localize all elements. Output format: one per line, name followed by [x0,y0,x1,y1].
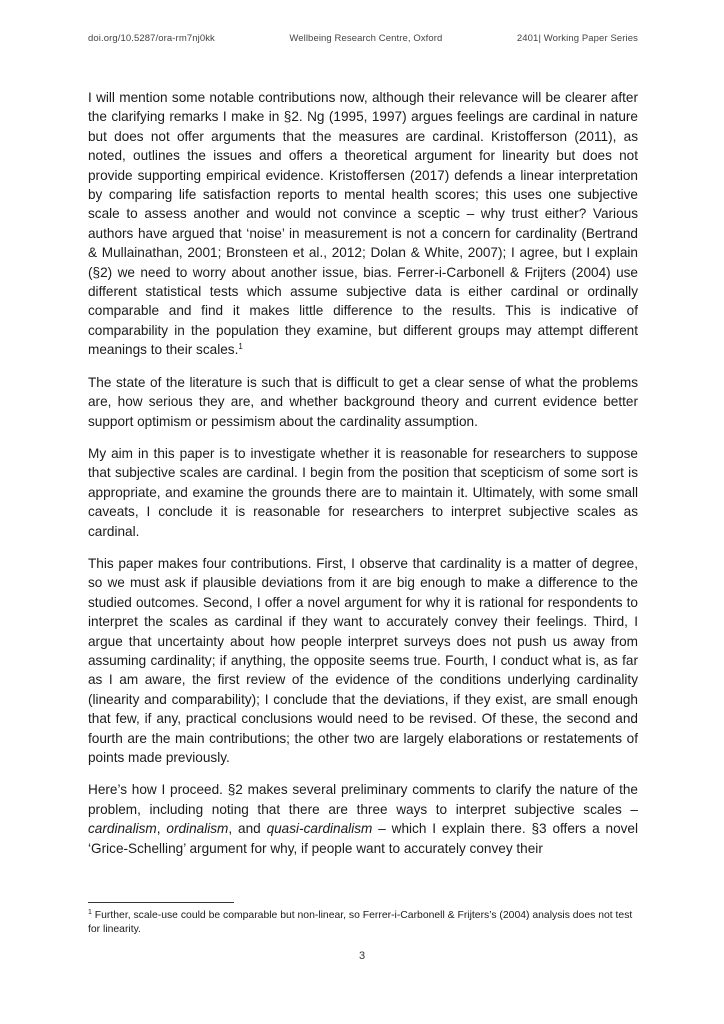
body-text [88,88,638,871]
running-header [88,33,638,44]
paragraph-5-text-a: Here’s how I proceed. §2 makes several preliminary comments to clarify the nature of the problem, including noting that there are three ways to interpret subjective scales – [88,782,638,817]
term-ordinalism: ordinalism [166,821,229,837]
term-cardinalism: cardinalism [88,821,157,837]
paragraph-2: The state of the literature is such that is difficult to get a clear sense of what the problems are, how serious they are, and whether background theory and current evidence better support optimism or pessimism about the cardinality assumption. [88,374,638,429]
page-number: 3 [358,950,366,962]
footnote-marker: 1 [88,909,92,916]
header-doi: doi.org/10.5287/ora-rm7nj0kk [88,33,215,44]
footnote-divider [88,902,234,903]
footnote [88,909,638,937]
header-series: 2401| Working Paper Series [516,33,638,44]
separator-2: , and [228,821,267,837]
paragraph-1 [88,88,638,360]
paragraph-3: My aim in this paper is to investigate whether it is reasonable for researchers to suppose that subjective scales are cardinal. I begin from the position that scepticism of some sort is appropriate, and examine the grounds there are to maintain it. Ultimately, with some small caveats, I conclude it is reasonable for researchers to interpret subjective scales as cardinal. [88,445,638,539]
term-quasi-cardinalism: quasi-cardinalism [266,821,373,837]
footnote-reference: 1 [238,342,243,352]
paragraph-4: This paper makes four contributions. First, I observe that cardinality is a matter of degree, so we must ask if plausible deviations from it are big enough to make a difference to the studied outcomes. Second, I offer a novel argument for why it is rational for respondents to interpret the scales as cardinal if they want to accurately convey their feelings. Third, I argue that uncertainty about how people interpret surveys does not push us away from assuming cardinality; if anything, the opposite seems true. Fourth, I conduct what is, as far as I am aware, the first review of the evidence of the conditions underlying cardinality (linearity and comparability); I conclude that the deviations, if they exist, are small enough that few, if any, practical conclusions would need to be revised. Of these, the second and fourth are the main contributions; the other two are largely elaborations or restatements of points made previously. [88,555,638,765]
separator-1: , [156,821,167,837]
paragraph-5-text-b: – which I explain there. §3 offers a novel ‘Grice-Schelling’ argument for why, if people want to accurately convey their [88,821,639,856]
footnote-text: Further, scale-use could be comparable but non-linear, so Ferrer-i-Carbonell & Frijters’s (2004) analysis does not test for linearity. [88,910,633,935]
paragraph-5 [88,780,638,858]
header-centre: Wellbeing Research Centre, Oxford [289,33,443,44]
paragraph-1-text: I will mention some notable contributions now, although their relevance will be clearer after the clarifying remarks I make in §2. Ng (1995, 1997) argues feelings are cardinal in nature but does not offer arguments that the measures are cardinal. Kristofferson (2011), as noted, outlines the issues and offers a theoretical argument for linearity but does not provide supporting empirical evidence. Kristoffersen (2017) defends a linear interpretation by comparing life satisfaction reports to mental health scores; this uses one subjective scale to assess another and would not convince a sceptic – why trust either? Various authors have argued that ‘noise’ in measurement is not a concern for cardinality (Bertrand & Mullainathan, 2001; Bronsteen et al., 2012; Dolan & White, 2007); I agree, but I explain (§2) we need to worry about another issue, bias. Ferrer-i-Carbonell & Frijters (2004) use different statistical tests which assume subjective data is either cardinal or ordinally comparable and find it makes little difference to the results. This is indicative of comparability in the population they examine, but different groups may attempt different meanings to their scales. [88,90,638,358]
